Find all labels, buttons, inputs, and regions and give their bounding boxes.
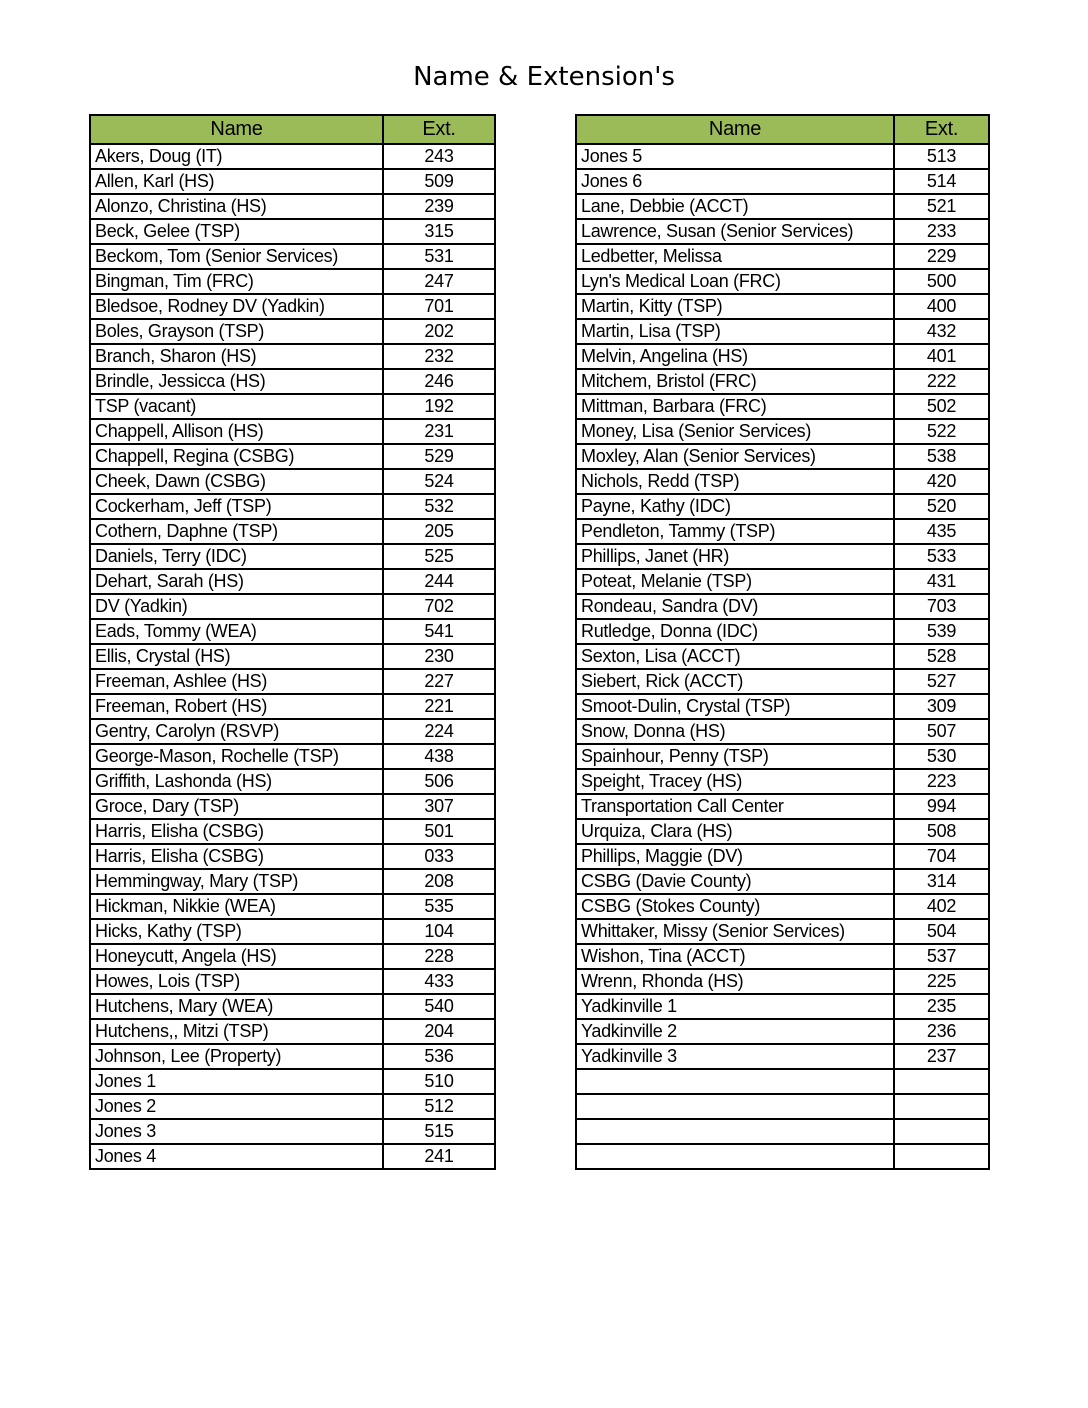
employee-name-cell: Ledbetter, Melissa [576, 244, 894, 269]
extension-cell: 307 [383, 794, 495, 819]
extension-cell: 224 [383, 719, 495, 744]
table-row [90, 1069, 495, 1094]
extension-cell: 227 [383, 669, 495, 694]
extension-cell: 525 [383, 544, 495, 569]
employee-name-cell: Phillips, Janet (HR) [576, 544, 894, 569]
employee-name-cell: Siebert, Rick (ACCT) [576, 669, 894, 694]
employee-name-cell: Nichols, Redd (TSP) [576, 469, 894, 494]
extension-cell: 532 [383, 494, 495, 519]
extension-cell: 502 [894, 394, 989, 419]
extension-cell: 433 [383, 969, 495, 994]
extension-cell: 528 [894, 644, 989, 669]
employee-name-cell: Smoot-Dulin, Crystal (TSP) [576, 694, 894, 719]
table-row [90, 1044, 495, 1069]
extension-cell: 432 [894, 319, 989, 344]
extension-cell: 246 [383, 369, 495, 394]
extension-cell: 401 [894, 344, 989, 369]
extension-cell: 225 [894, 969, 989, 994]
extension-cell: 507 [894, 719, 989, 744]
employee-name-cell: CSBG (Stokes County) [576, 894, 894, 919]
employee-name-cell: Lawrence, Susan (Senior Services) [576, 219, 894, 244]
extension-cell: 521 [894, 194, 989, 219]
extension-cell [894, 1144, 989, 1169]
table-row [90, 569, 495, 594]
extension-cell: 033 [383, 844, 495, 869]
table-row [90, 244, 495, 269]
extension-cell: 994 [894, 794, 989, 819]
table-row [576, 869, 989, 894]
table-row [576, 644, 989, 669]
extension-cell: 509 [383, 169, 495, 194]
employee-name-cell: Beck, Gelee (TSP) [90, 219, 383, 244]
table-header-row [90, 115, 495, 144]
extension-cell: 309 [894, 694, 989, 719]
extension-cell: 539 [894, 619, 989, 644]
table-row [576, 519, 989, 544]
extension-cell: 205 [383, 519, 495, 544]
table-row [90, 644, 495, 669]
employee-name-cell: Bingman, Tim (FRC) [90, 269, 383, 294]
employee-name-cell: Hemmingway, Mary (TSP) [90, 869, 383, 894]
table-row [90, 419, 495, 444]
extension-cell [894, 1069, 989, 1094]
extension-cell: 704 [894, 844, 989, 869]
extension-cell: 533 [894, 544, 989, 569]
employee-name-cell [576, 1144, 894, 1169]
table-row [90, 319, 495, 344]
extension-cell: 400 [894, 294, 989, 319]
employee-name-cell: Yadkinville 2 [576, 1019, 894, 1044]
employee-name-cell: Transportation Call Center [576, 794, 894, 819]
extension-cell: 229 [894, 244, 989, 269]
table-row [576, 944, 989, 969]
employee-name-cell: Griffith, Lashonda (HS) [90, 769, 383, 794]
table-row [90, 1144, 495, 1169]
employee-name-cell: Jones 4 [90, 1144, 383, 1169]
employee-name-cell: Boles, Grayson (TSP) [90, 319, 383, 344]
extension-cell: 506 [383, 769, 495, 794]
extension-cell: 541 [383, 619, 495, 644]
table-row [576, 344, 989, 369]
table-row [576, 619, 989, 644]
employee-name-cell: Beckom, Tom (Senior Services) [90, 244, 383, 269]
name-column-header: Name [90, 115, 383, 144]
ext-column-header: Ext. [894, 115, 989, 144]
table-row [90, 394, 495, 419]
extension-cell: 510 [383, 1069, 495, 1094]
table-row [90, 819, 495, 844]
extension-cell: 239 [383, 194, 495, 219]
table-row [90, 294, 495, 319]
employee-name-cell: TSP (vacant) [90, 394, 383, 419]
table-row [576, 394, 989, 419]
extension-cell: 520 [894, 494, 989, 519]
table-row [576, 544, 989, 569]
extension-cell: 241 [383, 1144, 495, 1169]
table-row [90, 219, 495, 244]
employee-name-cell: Groce, Dary (TSP) [90, 794, 383, 819]
table-row [576, 1094, 989, 1119]
extension-cell: 513 [894, 144, 989, 169]
employee-name-cell: Jones 6 [576, 169, 894, 194]
employee-name-cell: Money, Lisa (Senior Services) [576, 419, 894, 444]
table-row [576, 369, 989, 394]
extension-cell: 702 [383, 594, 495, 619]
employee-name-cell: Chappell, Regina (CSBG) [90, 444, 383, 469]
employee-name-cell: Mitchem, Bristol (FRC) [576, 369, 894, 394]
extension-cell: 536 [383, 1044, 495, 1069]
employee-name-cell: Allen, Karl (HS) [90, 169, 383, 194]
extension-table-left [89, 114, 496, 1170]
employee-name-cell: Martin, Kitty (TSP) [576, 294, 894, 319]
employee-name-cell: Phillips, Maggie (DV) [576, 844, 894, 869]
table-row [90, 594, 495, 619]
table-row [576, 1119, 989, 1144]
table-row [576, 994, 989, 1019]
employee-name-cell [576, 1119, 894, 1144]
table-row [90, 144, 495, 169]
employee-name-cell: Rondeau, Sandra (DV) [576, 594, 894, 619]
employee-name-cell: Freeman, Robert (HS) [90, 694, 383, 719]
table-row [576, 819, 989, 844]
table-row [576, 144, 989, 169]
employee-name-cell: Ellis, Crystal (HS) [90, 644, 383, 669]
employee-name-cell: Yadkinville 3 [576, 1044, 894, 1069]
table-row [576, 669, 989, 694]
employee-name-cell: Melvin, Angelina (HS) [576, 344, 894, 369]
employee-name-cell: Wishon, Tina (ACCT) [576, 944, 894, 969]
table-row [90, 919, 495, 944]
table-row [576, 794, 989, 819]
employee-name-cell: Chappell, Allison (HS) [90, 419, 383, 444]
table-row [576, 769, 989, 794]
table-row [90, 444, 495, 469]
employee-name-cell: DV (Yadkin) [90, 594, 383, 619]
extension-cell: 247 [383, 269, 495, 294]
table-row [90, 694, 495, 719]
table-row [576, 744, 989, 769]
table-row [90, 344, 495, 369]
table-row [90, 844, 495, 869]
extension-cell: 512 [383, 1094, 495, 1119]
extension-cell [894, 1094, 989, 1119]
employee-name-cell: Gentry, Carolyn (RSVP) [90, 719, 383, 744]
table-row [576, 269, 989, 294]
table-row [576, 1019, 989, 1044]
employee-name-cell: Alonzo, Christina (HS) [90, 194, 383, 219]
extension-cell: 500 [894, 269, 989, 294]
extension-cell: 222 [894, 369, 989, 394]
extension-cell: 540 [383, 994, 495, 1019]
table-row [90, 369, 495, 394]
employee-name-cell: Daniels, Terry (IDC) [90, 544, 383, 569]
extension-cell: 208 [383, 869, 495, 894]
employee-name-cell: Hutchens, Mary (WEA) [90, 994, 383, 1019]
employee-name-cell: Urquiza, Clara (HS) [576, 819, 894, 844]
table-row [90, 619, 495, 644]
extension-cell: 243 [383, 144, 495, 169]
table-row [576, 694, 989, 719]
employee-name-cell: Howes, Lois (TSP) [90, 969, 383, 994]
employee-name-cell: Honeycutt, Angela (HS) [90, 944, 383, 969]
employee-name-cell: Yadkinville 1 [576, 994, 894, 1019]
table-row [576, 569, 989, 594]
extension-cell: 438 [383, 744, 495, 769]
table-row [576, 719, 989, 744]
employee-name-cell: Sexton, Lisa (ACCT) [576, 644, 894, 669]
extension-cell: 236 [894, 1019, 989, 1044]
employee-name-cell: Jones 3 [90, 1119, 383, 1144]
employee-name-cell: CSBG (Davie County) [576, 869, 894, 894]
employee-name-cell: Bledsoe, Rodney DV (Yadkin) [90, 294, 383, 319]
table-row [90, 769, 495, 794]
table-row [90, 669, 495, 694]
extension-table-right-body [576, 144, 989, 1169]
table-row [90, 869, 495, 894]
extension-cell: 535 [383, 894, 495, 919]
employee-name-cell: Branch, Sharon (HS) [90, 344, 383, 369]
employee-name-cell: Rutledge, Donna (IDC) [576, 619, 894, 644]
extension-cell: 504 [894, 919, 989, 944]
table-row [90, 194, 495, 219]
employee-name-cell: Johnson, Lee (Property) [90, 1044, 383, 1069]
table-row [90, 719, 495, 744]
extension-cell: 204 [383, 1019, 495, 1044]
extension-cell: 529 [383, 444, 495, 469]
table-row [90, 969, 495, 994]
table-row [576, 1144, 989, 1169]
extension-cell: 231 [383, 419, 495, 444]
employee-name-cell: Payne, Kathy (IDC) [576, 494, 894, 519]
extension-cell: 435 [894, 519, 989, 544]
table-row [90, 494, 495, 519]
extension-cell: 514 [894, 169, 989, 194]
table-row [576, 1044, 989, 1069]
employee-name-cell: George-Mason, Rochelle (TSP) [90, 744, 383, 769]
table-row [576, 594, 989, 619]
extension-cell: 531 [383, 244, 495, 269]
extension-cell: 420 [894, 469, 989, 494]
employee-name-cell: Brindle, Jessicca (HS) [90, 369, 383, 394]
employee-name-cell: Mittman, Barbara (FRC) [576, 394, 894, 419]
extension-cell: 104 [383, 919, 495, 944]
extension-cell: 527 [894, 669, 989, 694]
employee-name-cell: Cheek, Dawn (CSBG) [90, 469, 383, 494]
extension-table-left-body [90, 144, 495, 1169]
table-row [90, 469, 495, 494]
employee-name-cell: Whittaker, Missy (Senior Services) [576, 919, 894, 944]
employee-name-cell: Pendleton, Tammy (TSP) [576, 519, 894, 544]
table-row [576, 169, 989, 194]
employee-name-cell: Hutchens,, Mitzi (TSP) [90, 1019, 383, 1044]
table-row [576, 969, 989, 994]
table-header-row [576, 115, 989, 144]
employee-name-cell: Harris, Elisha (CSBG) [90, 844, 383, 869]
employee-name-cell: Cothern, Daphne (TSP) [90, 519, 383, 544]
employee-name-cell: Lyn's Medical Loan (FRC) [576, 269, 894, 294]
employee-name-cell: Jones 1 [90, 1069, 383, 1094]
table-row [90, 1094, 495, 1119]
table-row [90, 269, 495, 294]
extension-cell: 537 [894, 944, 989, 969]
employee-name-cell: Jones 5 [576, 144, 894, 169]
table-row [576, 319, 989, 344]
employee-name-cell: Moxley, Alan (Senior Services) [576, 444, 894, 469]
table-row [576, 194, 989, 219]
extension-table-right [575, 114, 990, 1170]
extension-cell: 233 [894, 219, 989, 244]
extension-cell: 402 [894, 894, 989, 919]
employee-name-cell: Harris, Elisha (CSBG) [90, 819, 383, 844]
table-row [576, 1069, 989, 1094]
table-row [576, 294, 989, 319]
employee-name-cell: Akers, Doug (IT) [90, 144, 383, 169]
ext-column-header: Ext. [383, 115, 495, 144]
employee-name-cell: Snow, Donna (HS) [576, 719, 894, 744]
extension-cell: 508 [894, 819, 989, 844]
table-row [90, 1019, 495, 1044]
table-row [576, 244, 989, 269]
extension-cell: 314 [894, 869, 989, 894]
extension-cell: 501 [383, 819, 495, 844]
extension-cell: 315 [383, 219, 495, 244]
extension-cell: 530 [894, 744, 989, 769]
table-row [576, 894, 989, 919]
employee-name-cell: Poteat, Melanie (TSP) [576, 569, 894, 594]
extension-cell: 524 [383, 469, 495, 494]
table-row [576, 469, 989, 494]
employee-name-cell: Wrenn, Rhonda (HS) [576, 969, 894, 994]
table-row [576, 219, 989, 244]
extension-cell: 515 [383, 1119, 495, 1144]
extension-cell: 538 [894, 444, 989, 469]
table-row [90, 1119, 495, 1144]
name-column-header: Name [576, 115, 894, 144]
table-row [576, 844, 989, 869]
table-row [90, 894, 495, 919]
table-row [90, 744, 495, 769]
table-row [576, 494, 989, 519]
extension-cell: 223 [894, 769, 989, 794]
extension-cell: 221 [383, 694, 495, 719]
employee-name-cell: Hicks, Kathy (TSP) [90, 919, 383, 944]
extension-cell: 237 [894, 1044, 989, 1069]
employee-name-cell: Hickman, Nikkie (WEA) [90, 894, 383, 919]
employee-name-cell: Lane, Debbie (ACCT) [576, 194, 894, 219]
extension-cell: 235 [894, 994, 989, 1019]
table-row [90, 544, 495, 569]
extension-cell: 431 [894, 569, 989, 594]
employee-name-cell: Cockerham, Jeff (TSP) [90, 494, 383, 519]
extension-cell: 192 [383, 394, 495, 419]
extension-cell: 230 [383, 644, 495, 669]
employee-name-cell: Dehart, Sarah (HS) [90, 569, 383, 594]
employee-name-cell: Spainhour, Penny (TSP) [576, 744, 894, 769]
table-row [90, 794, 495, 819]
extension-cell: 232 [383, 344, 495, 369]
extension-cell [894, 1119, 989, 1144]
employee-name-cell: Jones 2 [90, 1094, 383, 1119]
employee-name-cell: Freeman, Ashlee (HS) [90, 669, 383, 694]
employee-name-cell: Eads, Tommy (WEA) [90, 619, 383, 644]
table-row [90, 519, 495, 544]
table-row [576, 419, 989, 444]
employee-name-cell: Martin, Lisa (TSP) [576, 319, 894, 344]
extension-cell: 228 [383, 944, 495, 969]
employee-name-cell [576, 1069, 894, 1094]
extension-cell: 703 [894, 594, 989, 619]
table-row [90, 169, 495, 194]
extension-cell: 244 [383, 569, 495, 594]
extension-cell: 701 [383, 294, 495, 319]
employee-name-cell: Speight, Tracey (HS) [576, 769, 894, 794]
table-row [90, 994, 495, 1019]
table-row [90, 944, 495, 969]
employee-name-cell [576, 1094, 894, 1119]
extension-cell: 202 [383, 319, 495, 344]
table-row [576, 919, 989, 944]
extension-cell: 522 [894, 419, 989, 444]
page-title: Name & Extension's [413, 62, 675, 92]
table-row [576, 444, 989, 469]
